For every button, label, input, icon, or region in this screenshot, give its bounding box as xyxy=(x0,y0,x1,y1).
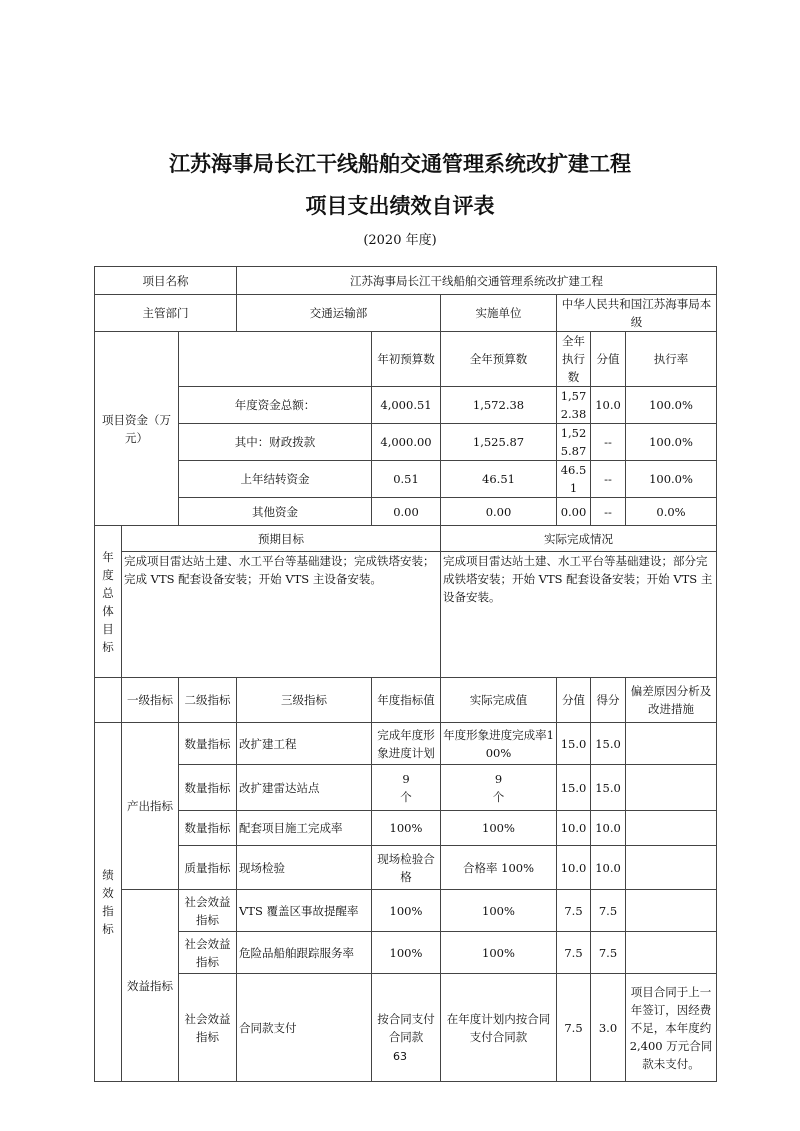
funds-executed: 1,572.38 xyxy=(557,387,591,424)
perf-l3: 改扩建雷达站点 xyxy=(237,765,372,811)
table-row xyxy=(95,846,717,890)
table-row xyxy=(95,974,717,1082)
dept-value: 交通运输部 xyxy=(237,295,441,332)
perf-header-l1: 一级指标 xyxy=(122,678,179,723)
perf-header-blank xyxy=(95,678,122,723)
perf-l3: 合同款支付 xyxy=(237,974,372,1082)
perf-header-actual: 实际完成值 xyxy=(441,678,557,723)
perf-header-score: 分值 xyxy=(557,678,591,723)
funds-row xyxy=(95,424,717,461)
perf-got: 10.0 xyxy=(591,846,626,890)
perf-target: 9 个 xyxy=(372,765,441,811)
funds-score: 10.0 xyxy=(591,387,626,424)
perf-header-l3: 三级指标 xyxy=(237,678,372,723)
page-number: 63 xyxy=(393,1050,407,1063)
perf-l2: 社会效益指标 xyxy=(179,890,237,932)
perf-reason xyxy=(626,765,717,811)
perf-score: 10.0 xyxy=(557,811,591,846)
perf-actual: 在年度计划内按合同支付合同款 xyxy=(441,974,557,1082)
perf-l2: 质量指标 xyxy=(179,846,237,890)
funds-executed: 46.51 xyxy=(557,461,591,498)
perf-reason xyxy=(626,811,717,846)
perf-score: 7.5 xyxy=(557,932,591,974)
perf-score: 15.0 xyxy=(557,723,591,765)
unit-label: 实施单位 xyxy=(441,295,557,332)
project-name-value: 江苏海事局长江干线船舶交通管理系统改扩建工程 xyxy=(237,267,717,295)
perf-target: 100% xyxy=(372,811,441,846)
goals-actual-header: 实际完成情况 xyxy=(441,526,717,552)
funds-row-label: 其中：财政拨款 xyxy=(179,424,372,461)
funds-header-blank xyxy=(179,332,372,387)
perf-actual: 年度形象进度完成率100% xyxy=(441,723,557,765)
perf-reason xyxy=(626,723,717,765)
unit-value: 中华人民共和国江苏海事局本级 xyxy=(557,295,717,332)
perf-actual: 9 个 xyxy=(441,765,557,811)
perf-l3: 现场检验 xyxy=(237,846,372,890)
perf-l2: 数量指标 xyxy=(179,723,237,765)
perf-score: 7.5 xyxy=(557,974,591,1082)
funds-initial: 0.51 xyxy=(372,461,441,498)
table-row xyxy=(95,932,717,974)
funds-label: 项目资金（万元） xyxy=(95,332,179,526)
funds-score: -- xyxy=(591,424,626,461)
funds-executed: 1,525.87 xyxy=(557,424,591,461)
perf-header-got: 得分 xyxy=(591,678,626,723)
perf-group-output: 产出指标 xyxy=(122,723,179,890)
funds-rate: 100.0% xyxy=(626,387,717,424)
perf-l2: 社会效益指标 xyxy=(179,932,237,974)
project-name-label: 项目名称 xyxy=(95,267,237,295)
perf-reason xyxy=(626,846,717,890)
perf-l3: 危险品船舶跟踪服务率 xyxy=(237,932,372,974)
perf-got: 15.0 xyxy=(591,765,626,811)
table-row xyxy=(95,811,717,846)
funds-full: 1,572.38 xyxy=(441,387,557,424)
self-evaluation-table xyxy=(94,266,717,1082)
funds-header-full: 全年预算数 xyxy=(441,332,557,387)
funds-row-label: 上年结转资金 xyxy=(179,461,372,498)
funds-header-initial: 年初预算数 xyxy=(372,332,441,387)
perf-got: 7.5 xyxy=(591,890,626,932)
goals-expected-text: 完成项目雷达站土建、水工平台等基础建设；完成铁塔安装；完成 VTS 配套设备安装；开始 VTS 主设备安装。 xyxy=(122,552,441,678)
perf-l2: 数量指标 xyxy=(179,811,237,846)
perf-l2: 社会效益指标 xyxy=(179,974,237,1082)
perf-got: 3.0 xyxy=(591,974,626,1082)
perf-header-l2: 二级指标 xyxy=(179,678,237,723)
funds-row xyxy=(95,461,717,498)
funds-header-rate: 执行率 xyxy=(626,332,717,387)
funds-header-score: 分值 xyxy=(591,332,626,387)
perf-target: 按合同支付合同款 xyxy=(372,974,441,1082)
funds-row xyxy=(95,498,717,526)
perf-target: 现场检验合格 xyxy=(372,846,441,890)
table-row xyxy=(95,765,717,811)
perf-got: 7.5 xyxy=(591,932,626,974)
dept-label: 主管部门 xyxy=(95,295,237,332)
perf-actual: 合格率 100% xyxy=(441,846,557,890)
funds-row-label: 其他资金 xyxy=(179,498,372,526)
perf-actual: 100% xyxy=(441,890,557,932)
funds-row xyxy=(95,387,717,424)
perf-l3: VTS 覆盖区事故提醒率 xyxy=(237,890,372,932)
funds-full: 1,525.87 xyxy=(441,424,557,461)
perf-label: 绩效指标 xyxy=(95,723,122,1082)
perf-l3: 改扩建工程 xyxy=(237,723,372,765)
funds-initial: 4,000.00 xyxy=(372,424,441,461)
perf-target: 100% xyxy=(372,890,441,932)
perf-score: 10.0 xyxy=(557,846,591,890)
perf-reason xyxy=(626,890,717,932)
perf-l3: 配套项目施工完成率 xyxy=(237,811,372,846)
perf-group-benefit: 效益指标 xyxy=(122,890,179,1082)
perf-got: 15.0 xyxy=(591,723,626,765)
document-title: 江苏海事局长江干线船舶交通管理系统改扩建工程 xyxy=(169,152,631,176)
document-subtitle: 项目支出绩效自评表 xyxy=(305,194,495,218)
perf-reason xyxy=(626,932,717,974)
perf-header-reason: 偏差原因分析及改进措施 xyxy=(626,678,717,723)
perf-reason: 项目合同于上一年签订，因经费不足，本年度约 2,400 万元合同款未支付。 xyxy=(626,974,717,1082)
funds-full: 46.51 xyxy=(441,461,557,498)
funds-header-executed: 全年执行数 xyxy=(557,332,591,387)
perf-target: 100% xyxy=(372,932,441,974)
perf-header-target: 年度指标值 xyxy=(372,678,441,723)
funds-executed: 0.00 xyxy=(557,498,591,526)
perf-actual: 100% xyxy=(441,811,557,846)
goals-label: 年度总体目标 xyxy=(95,526,122,678)
perf-score: 7.5 xyxy=(557,890,591,932)
perf-score: 15.0 xyxy=(557,765,591,811)
perf-target: 完成年度形象进度计划 xyxy=(372,723,441,765)
funds-row-label: 年度资金总额： xyxy=(179,387,372,424)
funds-initial: 4,000.51 xyxy=(372,387,441,424)
goals-expected-header: 预期目标 xyxy=(122,526,441,552)
funds-rate: 100.0% xyxy=(626,424,717,461)
perf-actual: 100% xyxy=(441,932,557,974)
goals-actual-text: 完成项目雷达站土建、水工平台等基础建设；部分完成铁塔安装；开始 VTS 配套设备安装；开始 VTS 主设备安装。 xyxy=(441,552,717,678)
perf-l2: 数量指标 xyxy=(179,765,237,811)
funds-score: -- xyxy=(591,461,626,498)
funds-full: 0.00 xyxy=(441,498,557,526)
funds-rate: 0.0% xyxy=(626,498,717,526)
funds-score: -- xyxy=(591,498,626,526)
funds-initial: 0.00 xyxy=(372,498,441,526)
table-row xyxy=(95,890,717,932)
funds-rate: 100.0% xyxy=(626,461,717,498)
perf-got: 10.0 xyxy=(591,811,626,846)
table-row xyxy=(95,723,717,765)
document-year: (2020 年度) xyxy=(363,233,437,248)
